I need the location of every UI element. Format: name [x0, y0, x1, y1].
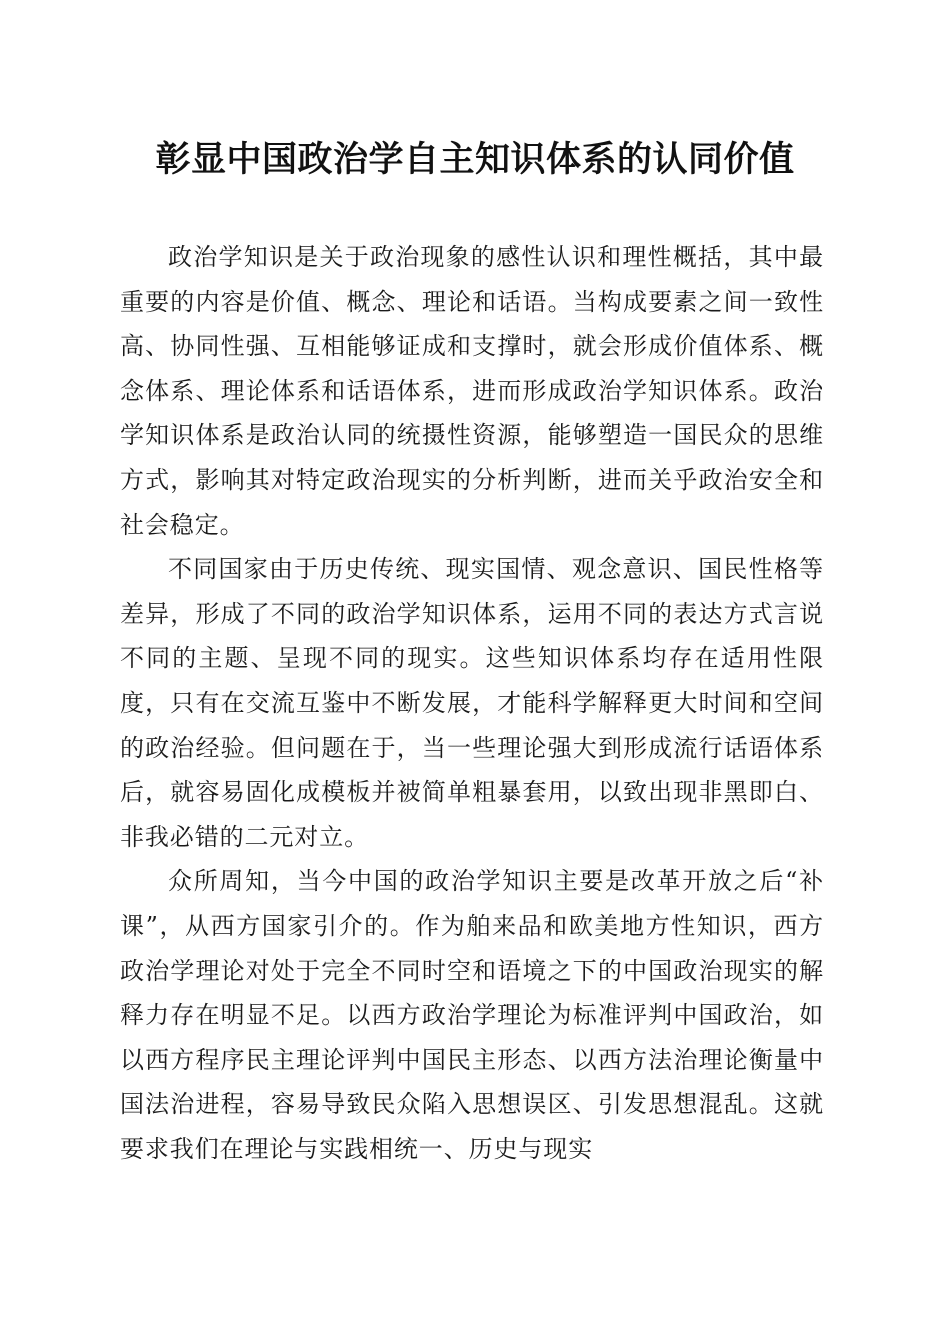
paragraph-3: 众所周知，当今中国的政治学知识主要是改革开放之后“补课”，从西方国家引介的。作为舶来品和欧美地方性知识，西方政治学理论对处于完全不同时空和语境之下的中国政治现实的解释力存在明显不足。以西方政治学理论为标准评判中国政治，如以西方程序民主理论评判中国民主形态、以西方法治理论衡量中国法治进程，容易导致民众陷入思想误区、引发思想混乱。这就要求我们在理论与实践相统一、历史与现实: [120, 867, 824, 1163]
document-body: [120, 235, 824, 1171]
paragraph-2: 不同国家由于历史传统、现实国情、观念意识、国民性格等差异，形成了不同的政治学知识体系，运用不同的表达方式言说不同的主题、呈现不同的现实。这些知识体系均存在适用性限度，只有在交流互鉴中不断发展，才能科学解释更大时间和空间的政治经验。但问题在于，当一些理论强大到形成流行话语体系后，就容易固化成模板并被简单粗暴套用，以致出现非黑即白、非我必错的二元对立。: [120, 555, 824, 851]
document-title: 彰显中国政治学自主知识体系的认同价值: [155, 139, 795, 180]
paragraph-1: 政治学知识是关于政治现象的感性认识和理性概括，其中最重要的内容是价值、概念、理论和话语。当构成要素之间一致性高、协同性强、互相能够证成和支撑时，就会形成价值体系、概念体系、理论体系和话语体系，进而形成政治学知识体系。政治学知识体系是政治认同的统摄性资源，能够塑造一国民众的思维方式，影响其对特定政治现实的分析判断，进而关乎政治安全和社会稳定。: [120, 243, 824, 539]
